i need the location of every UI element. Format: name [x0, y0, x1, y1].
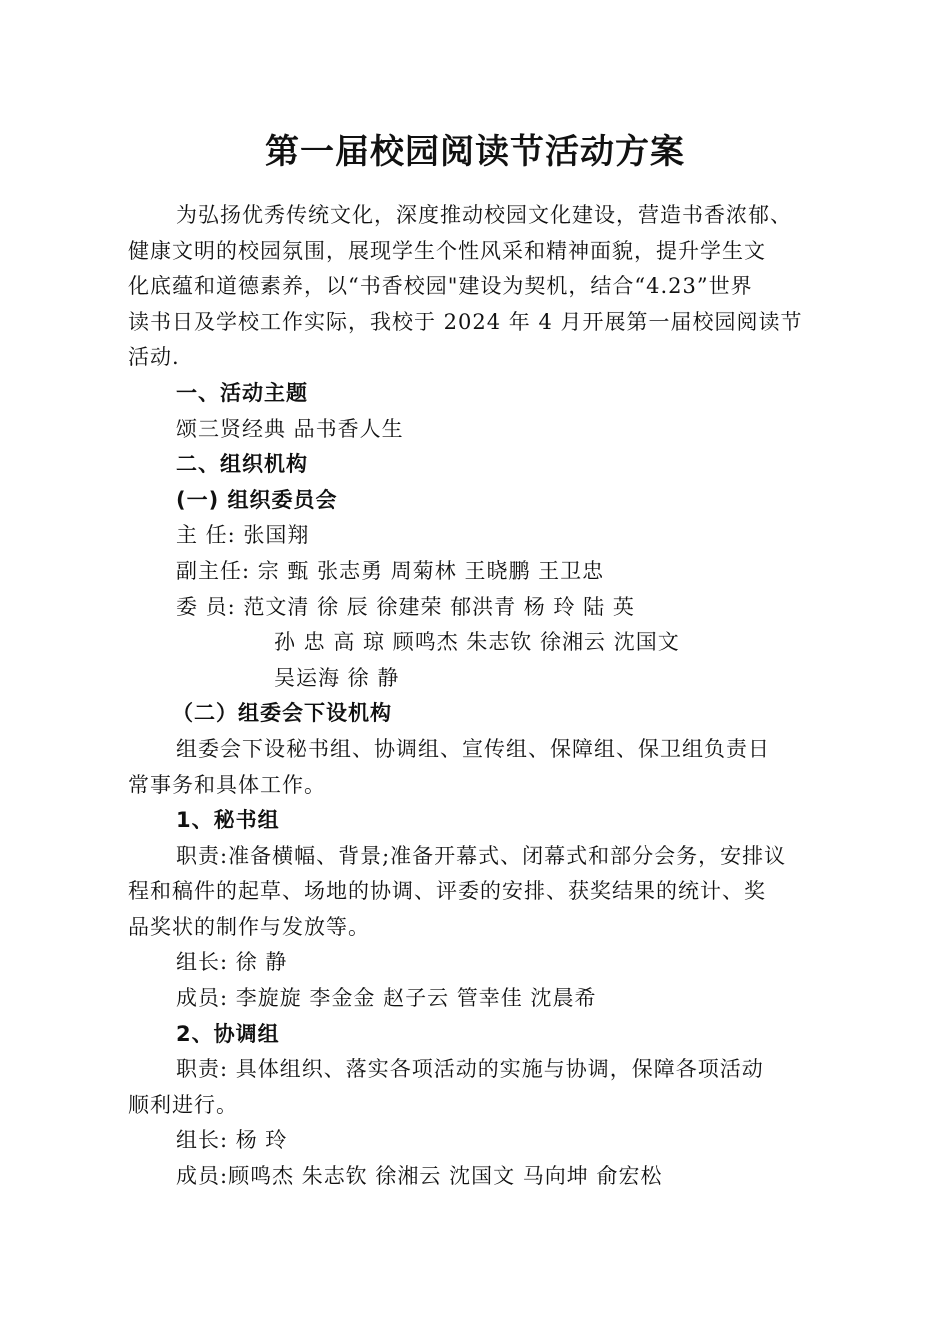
committee-director: 主 任: 张国翔	[176, 523, 310, 548]
intro-line: 健康文明的校园氛围，展现学生个性风采和精神面貌，提升学生文	[128, 238, 766, 263]
secretariat-duty: 品奖状的制作与发放等。	[128, 914, 370, 939]
intro-line: 化底蕴和道德素养，以“书香校园"建设为契机，结合“4.23”世界	[128, 274, 753, 299]
committee-members: 孙 忠 高 琼 顾鸣杰 朱志钦 徐湘云 沈国文	[274, 630, 680, 655]
departments-desc: 常事务和具体工作。	[128, 772, 326, 797]
document-title: 第一届校园阅读节活动方案	[265, 132, 685, 172]
committee-members: 吴运海 徐 静	[274, 665, 400, 690]
committee-members: 委 员: 范文清 徐 辰 徐建荣 郁洪青 杨 玲 陆 英	[176, 594, 635, 619]
secretariat-members: 成员: 李旋旋 李金金 赵子云 管幸佳 沈晨希	[176, 986, 597, 1011]
group-heading-secretariat: 1、秘书组	[176, 808, 280, 833]
secretariat-duty: 职责:准备横幅、背景;准备开幕式、闭幕式和部分会务，安排议	[176, 843, 787, 868]
departments-desc: 组委会下设秘书组、协调组、宣传组、保障组、保卫组负责日	[176, 736, 770, 761]
section-heading-theme: 一、活动主题	[176, 380, 308, 405]
subsection-heading-committee: (一) 组织委员会	[176, 487, 338, 512]
committee-deputy: 副主任: 宗 甄 张志勇 周菊林 王晓鹏 王卫忠	[176, 558, 605, 583]
section-heading-organization: 二、组织机构	[176, 452, 308, 477]
secretariat-duty: 程和稿件的起草、场地的协调、评委的安排、获奖结果的统计、奖	[128, 879, 766, 904]
coordination-leader: 组长: 杨 玲	[176, 1128, 288, 1153]
intro-line: 读书日及学校工作实际，我校于 2024 年 4 月开展第一届校园阅读节	[128, 309, 803, 334]
coordination-members: 成员:顾鸣杰 朱志钦 徐湘云 沈国文 马向坤 俞宏松	[176, 1164, 663, 1189]
intro-line: 为弘扬优秀传统文化，深度推动校园文化建设，营造书香浓郁、	[176, 203, 792, 227]
coordination-duty: 职责: 具体组织、落实各项活动的实施与协调，保障各项活动	[176, 1057, 764, 1082]
coordination-duty: 顺利进行。	[128, 1092, 238, 1117]
subsection-heading-departments: （二）组委会下设机构	[172, 701, 392, 726]
document-body	[128, 198, 838, 1195]
intro-line: 活动.	[128, 345, 180, 370]
group-heading-coordination: 2、协调组	[176, 1021, 280, 1046]
activity-theme: 颂三贤经典 品书香人生	[176, 416, 404, 441]
secretariat-leader: 组长: 徐 静	[176, 950, 288, 975]
